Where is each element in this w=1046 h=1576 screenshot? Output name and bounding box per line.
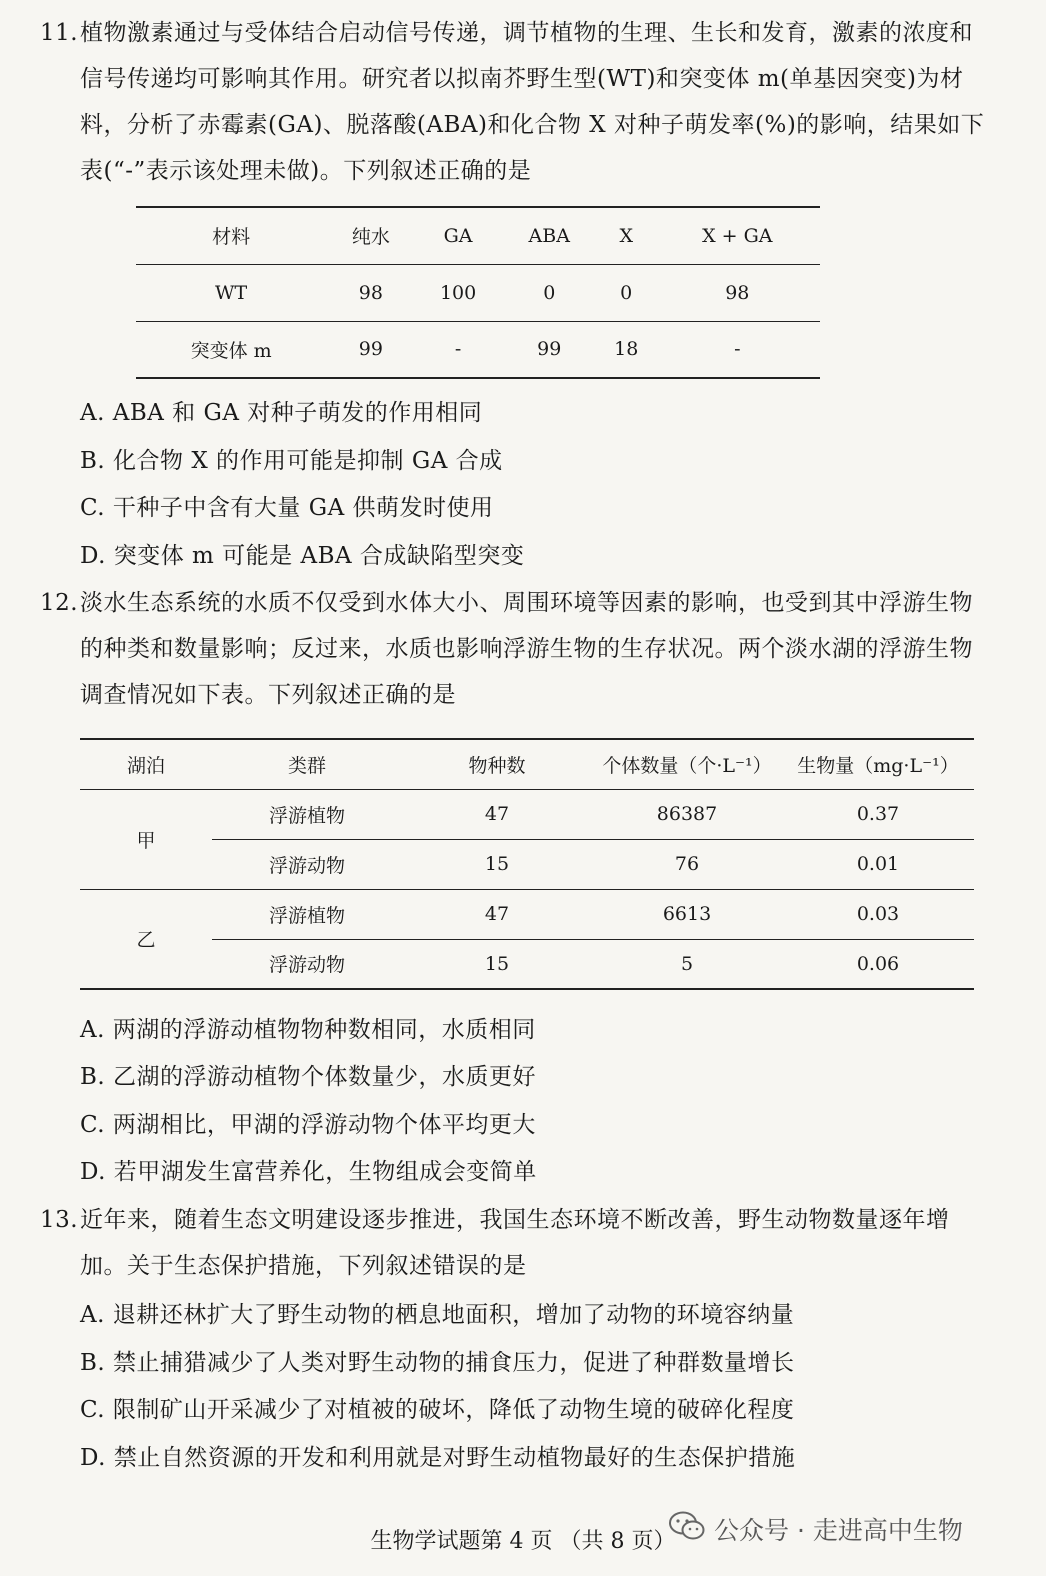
option-b: B. 化合物 X 的作用可能是抑制 GA 合成: [80, 448, 503, 474]
option-c: C. 干种子中含有大量 GA 供萌发时使用: [80, 495, 494, 521]
table-cell: 突变体 m: [190, 339, 272, 362]
table-cell: WT: [136, 264, 326, 321]
table-header-row: [80, 739, 974, 789]
table-row: [80, 889, 974, 939]
option-c: C. 两湖相比，甲湖的浮游动物个体平均更大: [80, 1112, 536, 1138]
table-cell: 47: [402, 789, 592, 839]
table-cell: 6613: [592, 889, 782, 939]
table-header-cell: X: [598, 207, 655, 264]
table-header-cell: 纯水: [326, 207, 415, 264]
table-cell: 0: [598, 264, 655, 321]
option-a: A. 退耕还林扩大了野生动物的栖息地面积，增加了动物的环境容纳量: [80, 1302, 795, 1328]
question-number: 11.: [40, 20, 79, 46]
table-cell: 18: [614, 338, 639, 361]
option-b: B. 乙湖的浮游动植物个体数量少，水质更好: [80, 1064, 537, 1090]
option-c: C. 限制矿山开采减少了对植被的破坏，降低了动物生境的破碎化程度: [80, 1397, 795, 1423]
watermark-text: 公众号 · 走进高中生物: [714, 1516, 963, 1545]
option-a: A. 两湖的浮游动植物物种数相同，水质相同: [80, 1017, 536, 1043]
table-cell: 47: [402, 889, 592, 939]
table-header-cell: 生物量（mg·L⁻¹）: [782, 739, 974, 789]
table-header-cell: 湖泊: [80, 739, 212, 789]
table-header-cell: GA: [416, 207, 501, 264]
table-row: [136, 321, 820, 378]
table-cell: -: [734, 338, 741, 361]
table-cell: 浮游动物: [268, 954, 345, 977]
table-cell: 15: [402, 839, 592, 889]
table-header-cell: X + GA: [655, 207, 820, 264]
table-cell: 0.37: [782, 789, 974, 839]
table-cell: 99: [537, 338, 562, 361]
table-cell: 99: [358, 338, 383, 361]
option-d: D. 禁止自然资源的开发和利用就是对野生动植物最好的生态保护措施: [80, 1445, 796, 1471]
table-header-cell: 个体数量（个·L⁻¹）: [592, 739, 782, 789]
question-stem: 淡水生态系统的水质不仅受到水体大小、周围环境等因素的影响，也受到其中浮游生物的种类和数量影响；反过来，水质也影响浮游生物的生存状况。两个淡水湖的浮游生物调查情况如下表。下列叙述正确的是: [80, 590, 973, 708]
table-cell: -: [454, 338, 462, 361]
table-cell: 15: [484, 952, 510, 975]
question-12: [40, 580, 985, 718]
table-row: [136, 264, 820, 321]
table-cell: 0.03: [782, 889, 974, 939]
table-row: [80, 939, 974, 989]
table-cell: 浮游动物: [212, 839, 402, 889]
table-cell: 0.06: [856, 952, 900, 975]
table-cell: 76: [592, 839, 782, 889]
table-header-cell: ABA: [501, 207, 598, 264]
option-d: D. 突变体 m 可能是 ABA 合成缺陷型突变: [80, 543, 525, 569]
lake-cell: 甲: [80, 789, 212, 889]
page-footer: 生物学试题第 4 页 （共 8 页）: [370, 1529, 676, 1554]
question-11: [40, 10, 985, 194]
lake-cell: 乙: [136, 929, 156, 952]
table-header-cell: 材料: [136, 207, 326, 264]
table-cell: 0.01: [782, 839, 974, 889]
question-13: [40, 1197, 985, 1289]
plankton-table: [80, 738, 974, 990]
option-b: B. 禁止捕猎减少了人类对野生动物的捕食压力，促进了种群数量增长: [80, 1350, 795, 1376]
table-cell: 98: [326, 264, 415, 321]
table-cell: 浮游植物: [212, 789, 402, 839]
table-cell: 5: [680, 952, 694, 975]
question-number: 13.: [40, 1207, 79, 1233]
table-cell: 0: [501, 264, 598, 321]
table-header-cell: 物种数: [402, 739, 592, 789]
option-a: A. ABA 和 GA 对种子萌发的作用相同: [80, 400, 483, 426]
question-stem: 近年来，随着生态文明建设逐步推进，我国生态环境不断改善，野生动物数量逐年增加。关于生态保护措施，下列叙述错误的是: [80, 1207, 950, 1279]
question-number: 12.: [40, 590, 79, 616]
table-row: [80, 789, 974, 839]
germination-table: [136, 206, 820, 379]
table-header-row: [136, 207, 820, 264]
table-cell: 98: [655, 264, 820, 321]
question-stem: 植物激素通过与受体结合启动信号传递，调节植物的生理、生长和发育，激素的浓度和信号传递均可影响其作用。研究者以拟南芥野生型(WT)和突变体 m(单基因突变)为材料，分析了赤霉素(GA)、脱落酸(ABA)和化合物 X 对种子萌发率(%)的影响，结果如下表(“-”表示该处理未做)。下列叙述正确的是: [80, 20, 985, 184]
table-cell: 86387: [592, 789, 782, 839]
option-d: D. 若甲湖发生富营养化，生物组成会变简单: [80, 1159, 537, 1185]
table-cell: 浮游植物: [212, 889, 402, 939]
table-row: [80, 839, 974, 889]
table-header-cell: 类群: [212, 739, 402, 789]
table-cell: 100: [416, 264, 501, 321]
